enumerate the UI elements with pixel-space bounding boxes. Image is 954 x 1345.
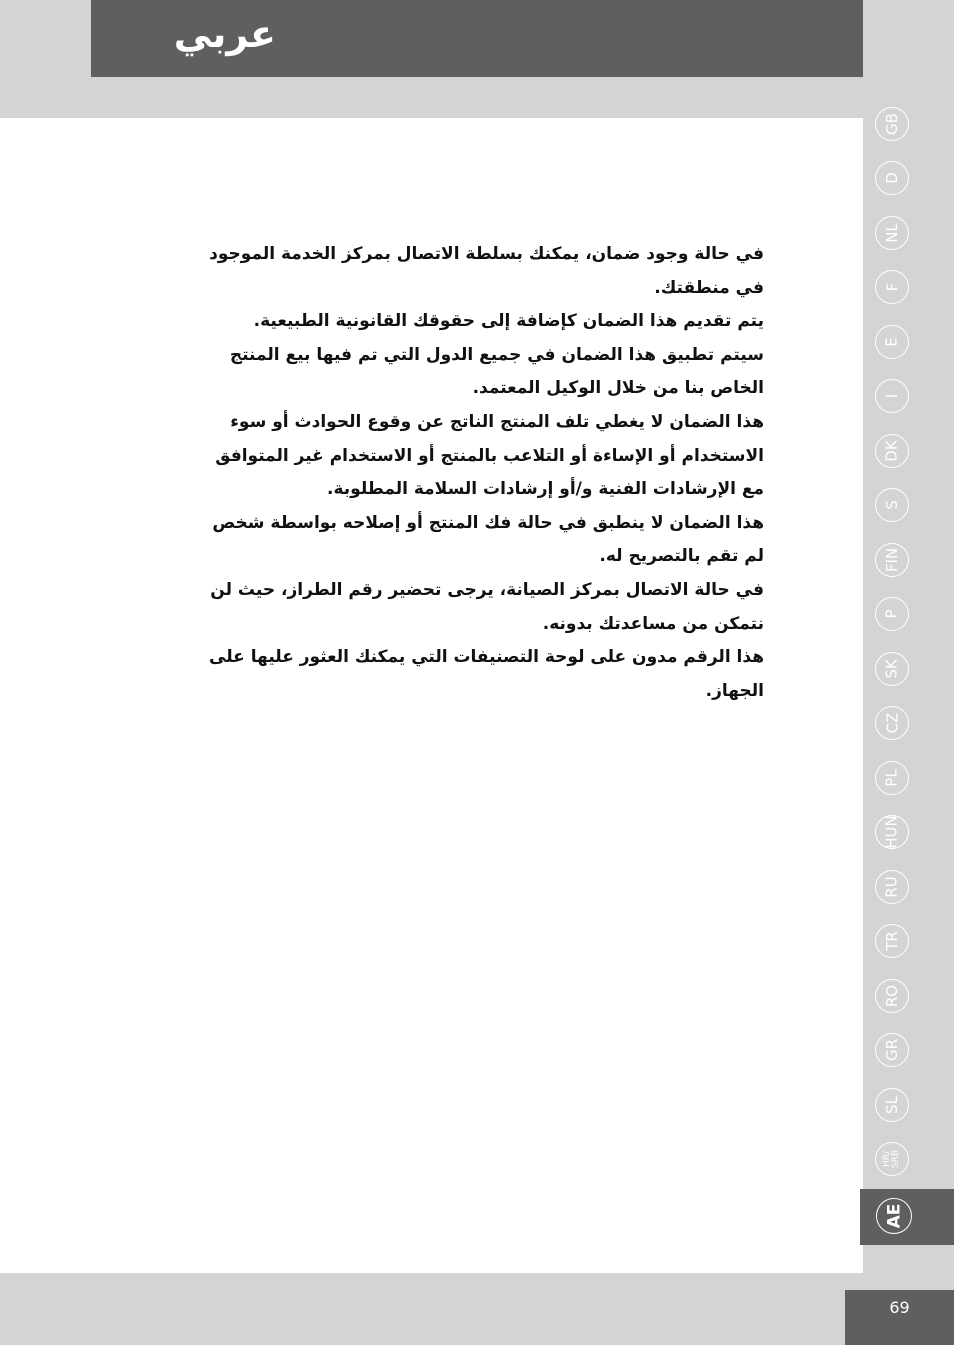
paragraph: في حالة الاتصال بمركز الصيانة، يرجى تحضير رقم الطراز، حيث لن نتمكن من مساعدتك بدونه.: [210, 579, 764, 634]
paragraph: في حالة وجود ضمان، يمكنك بسلطة الاتصال بمركز الخدمة الموجود في منطقتك.: [209, 244, 764, 298]
paragraph: سيتم تطبيق هذا الضمان في جميع الدول التي تم فيها بيع المنتج الخاص بنا من خلال الوكيل المعتمد.: [229, 344, 764, 399]
language-tab-p[interactable]: P: [875, 597, 909, 631]
language-tab-ru[interactable]: RU: [875, 870, 909, 904]
paragraph: يتم تقديم هذا الضمان كإضافة إلى حقوقك القانونية الطبيعية.: [253, 311, 764, 332]
language-tab-tr[interactable]: TR: [875, 924, 909, 958]
page-number: 69: [889, 1298, 910, 1317]
language-tab-nl[interactable]: NL: [875, 216, 909, 250]
language-tab-d[interactable]: D: [875, 161, 909, 195]
language-tab-e[interactable]: E: [875, 325, 909, 359]
language-tab-cz[interactable]: CZ: [875, 706, 909, 740]
page-number-box: [845, 1290, 954, 1345]
language-tab-ae[interactable]: AE: [876, 1198, 912, 1234]
language-tab-hun[interactable]: HUN: [875, 815, 909, 849]
language-tab-sl[interactable]: SL: [875, 1088, 909, 1122]
language-tab-pl[interactable]: PL: [875, 761, 909, 795]
paragraph: هذا الرقم مدون على لوحة التصنيفات التي يمكنك العثور عليها على الجهاز.: [209, 647, 764, 701]
warranty-text: [190, 238, 764, 708]
language-tab-hr-srb[interactable]: HR/ SRB: [875, 1142, 909, 1176]
language-tab-sk[interactable]: SK: [875, 652, 909, 686]
language-tab-gb[interactable]: GB: [875, 107, 909, 141]
footer-bar: [337, 1273, 845, 1345]
language-tab-ro[interactable]: RO: [875, 979, 909, 1013]
language-tab-fin[interactable]: FIN: [875, 543, 909, 577]
page-title: عربي: [173, 12, 276, 56]
language-tab-f[interactable]: F: [875, 270, 909, 304]
language-tab-column: [863, 98, 954, 1248]
paragraph: هذا الضمان لا ينطبق في حالة فك المنتج أو إصلاحه بواسطة شخص لم تقم بالتصريح له.: [212, 512, 764, 567]
language-tab-gr[interactable]: GR: [875, 1033, 909, 1067]
language-tab-s[interactable]: S: [875, 488, 909, 522]
language-tab-i[interactable]: I: [875, 379, 909, 413]
paragraph: هذا الضمان لا يغطي تلف المنتج الناتج عن وقوع الحوادث أو سوء الاستخدام أو الإساءة أو التلاعب بالمنتج أو الاستخدام غير المتوافق مع الإرشادات الفنية و/أو إرشادات السلامة المطلوبة.: [215, 411, 764, 500]
language-tab-dk[interactable]: DK: [875, 434, 909, 468]
